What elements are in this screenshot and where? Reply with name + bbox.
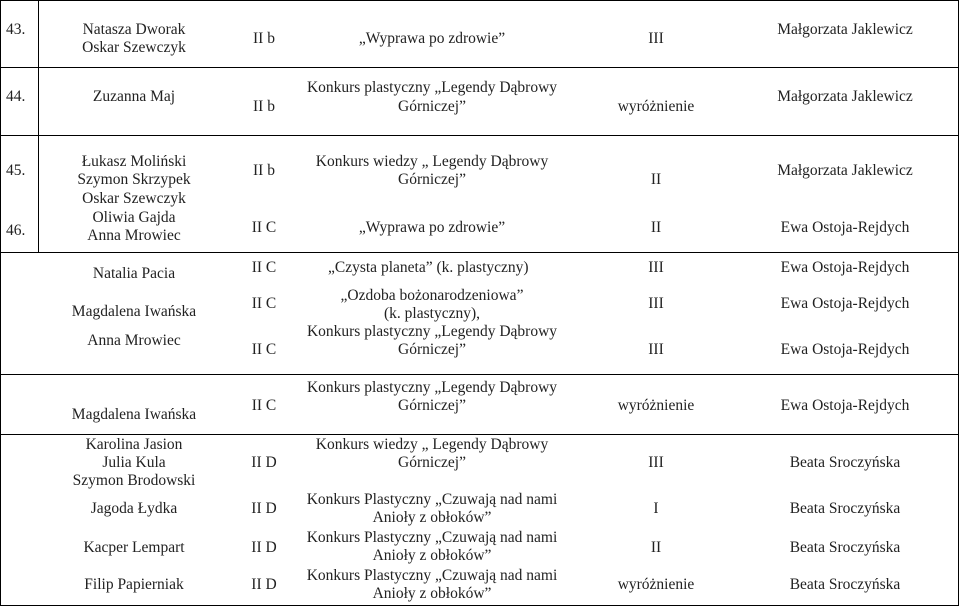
class-cell: II D bbox=[251, 500, 277, 517]
result-cell: III bbox=[648, 30, 664, 47]
contest-name: Konkurs Plastyczny „Czuwają nad nami bbox=[306, 529, 558, 546]
row-divider bbox=[0, 135, 959, 136]
contest-name: Konkurs plastyczny „Legendy Dąbrowy bbox=[306, 79, 558, 96]
student-name: Kacper Lempart bbox=[83, 539, 185, 556]
table-border-left bbox=[0, 0, 1, 606]
column-divider bbox=[38, 0, 39, 252]
contest-name: Konkurs Plastyczny „Czuwają nad nami bbox=[306, 491, 558, 508]
contest-name: Górniczej” bbox=[398, 98, 466, 115]
student-name: Natasza Dworak bbox=[82, 21, 186, 38]
class-cell: II D bbox=[251, 539, 277, 556]
student-name: Filip Papierniak bbox=[84, 576, 184, 593]
student-name: Łukasz Moliński bbox=[81, 153, 187, 170]
student-name: Zuzanna Maj bbox=[92, 88, 176, 105]
teacher-name: Małgorzata Jaklewicz bbox=[777, 21, 913, 38]
student-name: Oskar Szewczyk bbox=[82, 39, 186, 56]
result-cell: III bbox=[648, 454, 664, 471]
class-cell: II C bbox=[251, 341, 277, 358]
class-cell: II C bbox=[251, 219, 277, 236]
student-name: Karolina Jasion bbox=[85, 436, 183, 453]
student-name: Oskar Szewczyk bbox=[82, 190, 186, 207]
teacher-name: Ewa Ostoja-Rejdych bbox=[780, 397, 910, 414]
contest-name: Anioły z obłoków” bbox=[372, 547, 492, 564]
result-cell: III bbox=[648, 259, 664, 276]
class-cell: II C bbox=[251, 397, 277, 414]
result-cell: wyróżnienie bbox=[617, 397, 695, 414]
teacher-name: Beata Sroczyńska bbox=[789, 500, 901, 517]
result-cell: II bbox=[650, 219, 662, 236]
contest-name: Konkurs plastyczny „Legendy Dąbrowy bbox=[306, 323, 558, 340]
contest-name: Konkurs plastyczny „Legendy Dąbrowy bbox=[306, 379, 558, 396]
result-cell: I bbox=[653, 500, 659, 517]
result-cell: II bbox=[650, 171, 662, 188]
contest-name: „Wyprawa po zdrowie” bbox=[358, 219, 506, 236]
contest-name: Górniczej” bbox=[398, 341, 466, 358]
result-cell: III bbox=[648, 295, 664, 312]
contest-name: (k. plastyczny), bbox=[384, 305, 480, 322]
student-name: Szymon Brodowski bbox=[72, 472, 196, 489]
class-cell: II C bbox=[251, 259, 277, 276]
student-name: Julia Kula bbox=[102, 454, 166, 471]
student-name: Oliwia Gajda bbox=[92, 209, 176, 226]
row-number: 45. bbox=[6, 162, 26, 179]
teacher-name: Ewa Ostoja-Rejdych bbox=[780, 219, 910, 236]
teacher-name: Ewa Ostoja-Rejdych bbox=[780, 341, 910, 358]
row-divider bbox=[0, 0, 959, 1]
contest-name: Anioły z obłoków” bbox=[372, 585, 492, 602]
teacher-name: Beata Sroczyńska bbox=[789, 576, 901, 593]
contest-name: Górniczej” bbox=[398, 454, 466, 471]
row-number: 46. bbox=[6, 222, 26, 239]
class-cell: II D bbox=[251, 454, 277, 471]
contest-name: „Ozdoba bożonarodzeniowa” bbox=[340, 287, 524, 304]
class-cell: II b bbox=[253, 98, 275, 115]
student-name: Anna Mrowiec bbox=[87, 227, 181, 244]
teacher-name: Beata Sroczyńska bbox=[789, 539, 901, 556]
contest-name: Konkurs wiedzy „ Legendy Dąbrowy bbox=[315, 436, 549, 453]
row-divider bbox=[0, 67, 959, 68]
contest-name: „Wyprawa po zdrowie” bbox=[358, 30, 506, 47]
result-cell: wyróżnienie bbox=[617, 576, 695, 593]
teacher-name: Małgorzata Jaklewicz bbox=[777, 88, 913, 105]
class-cell: II b bbox=[253, 162, 275, 179]
class-cell: II b bbox=[253, 30, 275, 47]
student-name: Magdalena Iwańska bbox=[71, 406, 197, 423]
contest-name: Anioły z obłoków” bbox=[372, 509, 492, 526]
student-name: Natalia Pacia bbox=[92, 265, 176, 282]
contest-name: Górniczej” bbox=[398, 397, 466, 414]
contest-name: Konkurs wiedzy „ Legendy Dąbrowy bbox=[315, 153, 549, 170]
row-divider bbox=[0, 374, 959, 375]
student-name: Magdalena Iwańska bbox=[71, 303, 197, 320]
row-number: 43. bbox=[6, 21, 26, 38]
result-cell: II bbox=[650, 539, 662, 556]
class-cell: II D bbox=[251, 576, 277, 593]
result-cell: III bbox=[648, 341, 664, 358]
teacher-name: Beata Sroczyńska bbox=[789, 454, 901, 471]
student-name: Szymon Skrzypek bbox=[77, 171, 191, 188]
contest-name: „Czysta planeta” (k. plastyczny) bbox=[328, 259, 529, 276]
row-number: 44. bbox=[6, 88, 26, 105]
student-name: Anna Mrowiec bbox=[87, 332, 181, 349]
contest-name: Górniczej” bbox=[398, 171, 466, 188]
result-cell: wyróżnienie bbox=[617, 98, 695, 115]
teacher-name: Ewa Ostoja-Rejdych bbox=[780, 259, 910, 276]
teacher-name: Ewa Ostoja-Rejdych bbox=[780, 295, 910, 312]
class-cell: II C bbox=[251, 295, 277, 312]
student-name: Jagoda Łydka bbox=[90, 500, 178, 517]
teacher-name: Małgorzata Jaklewicz bbox=[777, 162, 913, 179]
row-divider bbox=[0, 252, 959, 253]
contest-name: Konkurs Plastyczny „Czuwają nad nami bbox=[306, 567, 558, 584]
row-divider bbox=[0, 434, 959, 435]
